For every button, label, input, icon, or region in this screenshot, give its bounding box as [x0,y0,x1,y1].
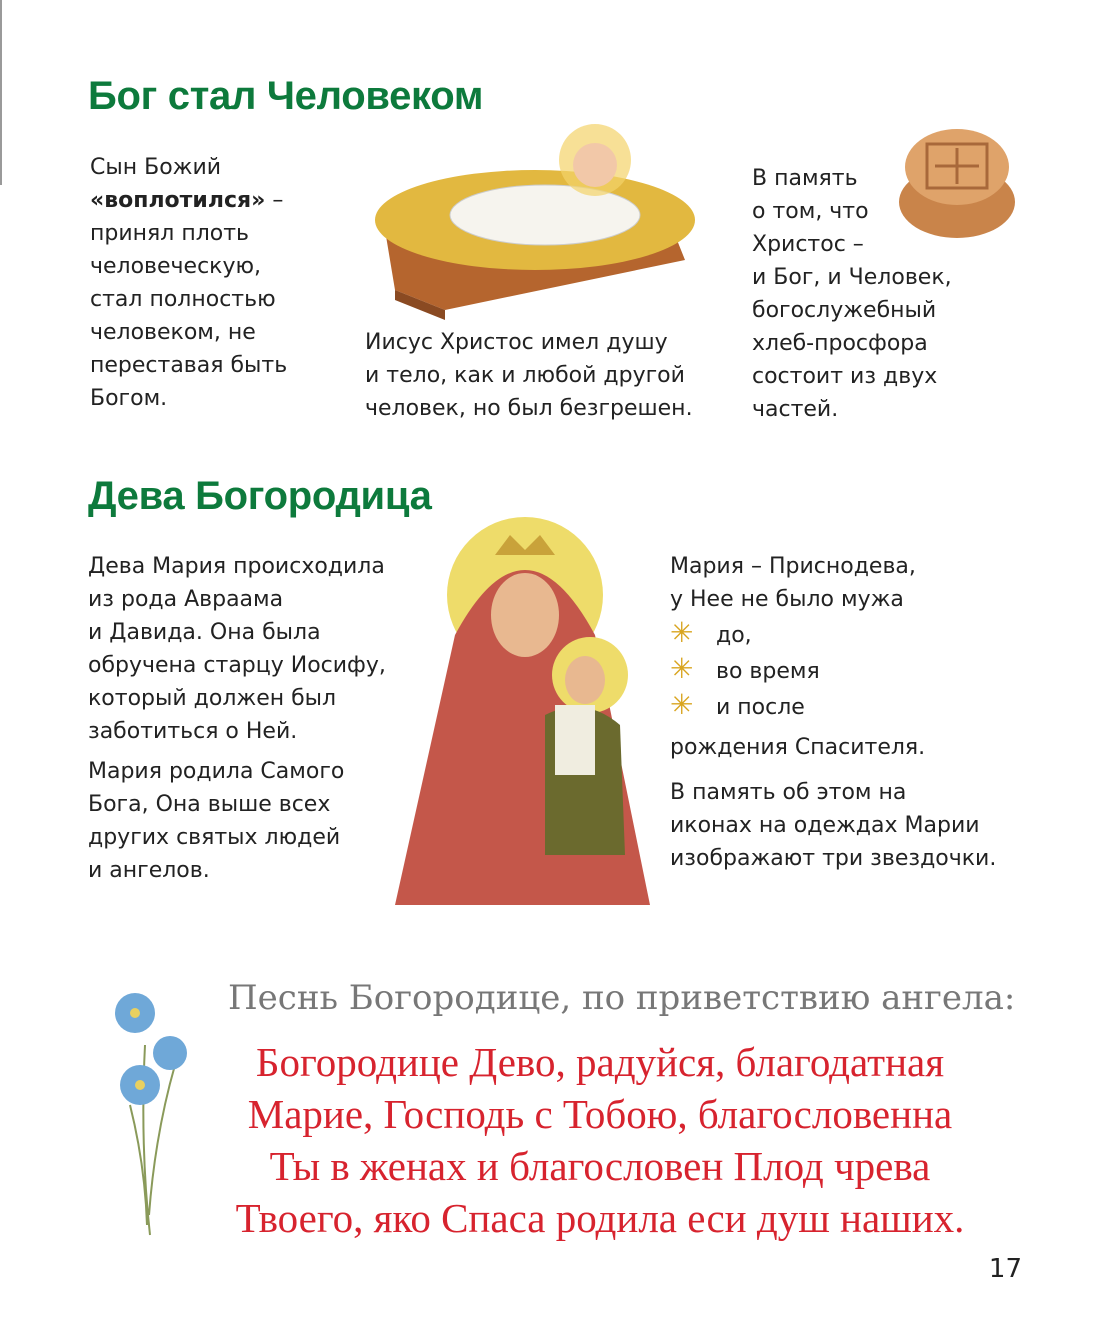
star-icon: ✳ [670,616,694,649]
text-line: переставая быть [90,353,288,378]
text-line: Богом. [90,386,168,411]
bold-term: «воплотился» [90,188,266,213]
flower-illustration [85,985,200,1240]
text-line: обручена старцу Иосифу, [88,653,386,678]
text-line: Иисус Христос имел душу [365,330,668,355]
text-ever-virgin [670,550,996,875]
prayer-verse [200,1036,1000,1244]
text-line: Мария – Приснодева, [670,554,916,579]
text-line: частей. [752,397,839,422]
text-line: Сын Божий [90,155,222,180]
text-line: хлеб-просфора [752,331,928,356]
verse-line: Твоего, яко Спаса родила еси душ наших. [235,1195,965,1241]
text-line: о том, что [752,199,869,224]
verse-line: Ты в женах и благословен Плод чрева [269,1143,931,1189]
text-line: человеческую, [90,254,262,279]
text-line: человек, но был безгрешен. [365,396,693,421]
text-line: состоит из двух [752,364,938,389]
text-line: стал полностью [90,287,276,312]
verse-line: Марие, Господь с Тобою, благословенна [247,1091,953,1137]
text-line: богослужебный [752,298,937,323]
text-line: человеком, не [90,320,256,345]
text-jesus-soul-body [365,326,693,425]
text-line: который должен был [88,686,337,711]
list-item: во время [716,659,820,684]
text-line: Христос – [752,232,864,257]
text-line: изображают три звездочки. [670,846,997,871]
text-line: В память об этом на [670,780,907,805]
text-line: заботиться о Ней. [88,719,298,744]
list-item: до, [716,623,752,648]
text-line: других святых людей [88,825,341,850]
section-title-virgin-mary: Дева Богородица [88,474,432,518]
page-number: 17 [988,1254,1022,1284]
text-line: и тело, как и любой другой [365,363,685,388]
text-line: принял плоть [90,221,250,246]
text-line: Мария родила Самого [88,759,345,784]
song-title: Песнь Богородице, по приветствию ангела: [228,978,1016,1018]
text-line: и ангелов. [88,858,210,883]
section-title-god-became-man: Бог стал Человеком [88,74,484,118]
text-line: иконах на одеждах Марии [670,813,980,838]
text-line: Бога, Она выше всех [88,792,331,817]
star-icon: ✳ [670,652,694,685]
manger-illustration [365,120,705,320]
text-line: и Давида. Она была [88,620,321,645]
text-line: Дева Мария происходила [88,554,385,579]
text-line: рождения Спасителя. [670,735,926,760]
text-incarnation [90,151,287,415]
text-line: из рода Авраама [88,587,284,612]
text-line: В память [752,166,858,191]
text-prosphora [752,162,952,426]
text-line: у Нее не было мужа [670,587,904,612]
text-mary-origin [88,550,386,748]
list-item: и после [716,695,805,720]
text-line: и Бог, и Человек, [752,265,952,290]
text-line: – [265,188,284,213]
text-mary-gave-birth [88,755,344,887]
verse-line: Богородице Дево, радуйся, благодатная [255,1039,945,1085]
page-edge-line [0,0,2,185]
star-icon: ✳ [670,688,694,721]
icon-theotokos-illustration [395,515,655,910]
